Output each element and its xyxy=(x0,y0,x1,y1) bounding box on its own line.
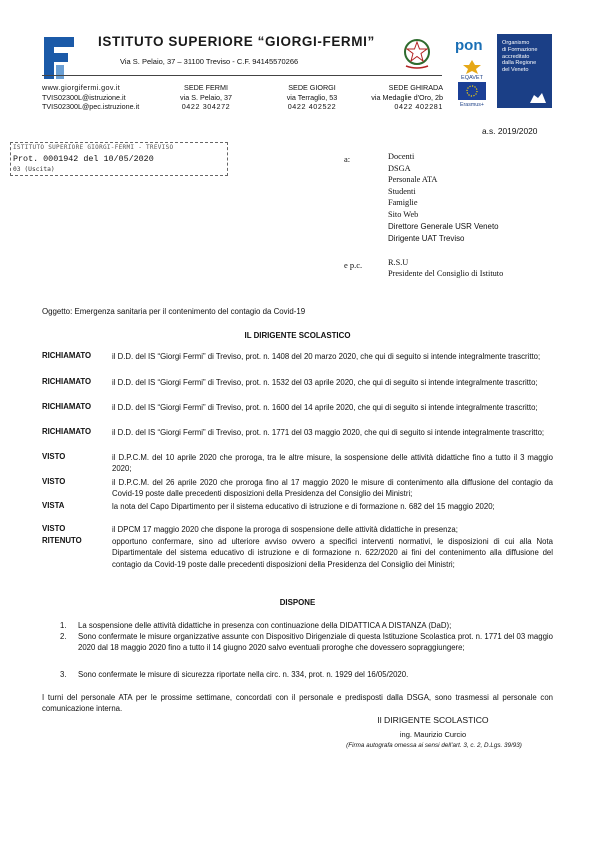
sede-name: SEDE GHIRADA xyxy=(388,83,443,92)
recipient-item: Studenti xyxy=(388,187,416,196)
stamp-institution: ISTITUTO SUPERIORE GIORGI-FERMI - TREVISO xyxy=(13,144,174,151)
veneto-line: Organismo xyxy=(502,40,530,46)
pec-link[interactable]: TVIS02300L@pec.istruzione.it xyxy=(42,102,140,111)
dispone-text: La sospensione delle attività didattiche in presenza con continuazione della DIDATTICA A DISTANZA (DaD); xyxy=(78,621,452,630)
erasmus-logo xyxy=(456,82,488,107)
dispone-number: 2. xyxy=(60,632,67,641)
recipient-item: Famiglie xyxy=(388,198,418,207)
closing-paragraph: I turni del personale ATA per le prossime settimane, concordati con il personale e predisposti dalla DSGA, sono trasmessi al personale con comunicazione interna. xyxy=(42,693,553,714)
cc-item: Presidente del Consiglio di Istituto xyxy=(388,269,504,278)
veneto-badge-text xyxy=(502,40,537,74)
veneto-line: dalla Regione xyxy=(502,60,537,67)
sede-ghirada xyxy=(357,83,443,112)
sede-phone: 0422 304272 xyxy=(181,102,231,111)
eqavet-logo xyxy=(452,58,492,80)
sede-street: via Terraglio, 53 xyxy=(286,92,338,102)
recipients-label: a: xyxy=(344,154,351,164)
eu-flag-icon xyxy=(456,82,488,107)
email-link[interactable]: TVIS02300L@istruzione.it xyxy=(42,93,126,102)
header-divider xyxy=(42,75,442,76)
eqavet-logo-text: EQAVET xyxy=(461,75,483,80)
premise-keyword: RICHIAMATO xyxy=(42,427,92,436)
sede-phone: 0422 402281 xyxy=(394,102,443,111)
veneto-line: accreditato xyxy=(502,53,530,60)
dispone-item xyxy=(60,669,553,681)
recipient-item: Docenti xyxy=(388,152,415,161)
signature-note: (Firma autografa omessa ai sensi dell’art. 3, c. 2, D.Lgs. 39/93) xyxy=(346,742,522,749)
premise-text: opportuno confermare, sino ad ulteriore avviso ovvero a specifici interventi normativi, le disposizioni di cui alla Nota Dipartimentale del sistema educativo di istruzione e di formazione n. 622/2020 ai fini del contenimento alla diffusione del contagio da Covid-19 poste dalle precedenti disposizioni della Presidenza del Consiglio dei Ministri; xyxy=(112,537,553,569)
stamp-protocol-number: Prot. 0001942 del 10/05/2020 xyxy=(13,154,154,164)
signature-role: Il DIRIGENTE SCOLASTICO xyxy=(377,715,489,725)
sede-name: SEDE GIORGI xyxy=(288,83,336,92)
veneto-line: di Formazione xyxy=(502,46,538,53)
dispone-item xyxy=(60,631,553,667)
recipient-item: Dirigente UAT Treviso xyxy=(388,234,465,243)
school-address: Via S. Pelaio, 37 – 31100 Treviso - C.F. 94145570266 xyxy=(120,57,299,66)
premise-keyword: VISTO xyxy=(42,524,66,533)
premise-keyword: RICHIAMATO xyxy=(42,377,92,386)
sede-giorgi xyxy=(272,83,352,112)
sede-phone: 0422 402522 xyxy=(287,102,337,111)
premise-text: il D.P.C.M. del 10 aprile 2020 che proroga, tra le altre misure, la sospensione delle attività didattiche fino a tutto il 3 maggio 2020; xyxy=(112,453,553,474)
sede-street: via Medaglie d'Oro, 2b xyxy=(371,92,443,102)
subject-line: Oggetto: Emergenza sanitaria per il contenimento del contagio da Covid-19 xyxy=(42,307,306,316)
republic-emblem-icon xyxy=(402,36,432,70)
premise-text: il D.D. del IS “Giorgi Fermi” di Treviso, prot. n. 1408 del 20 marzo 2020, che qui di seguito si intende integralmente trascritto; xyxy=(112,352,541,361)
recipient-item: Sito Web xyxy=(388,210,419,219)
dispone-title: DISPONE xyxy=(279,598,316,607)
school-year: a.s. 2019/2020 xyxy=(482,126,538,136)
school-name: ISTITUTO SUPERIORE “GIORGI-FERMI” xyxy=(98,34,375,49)
recipient-item: Personale ATA xyxy=(388,175,438,184)
stamp-direction: 03 (Uscita) xyxy=(13,166,55,173)
pon-logo-text: pon xyxy=(455,37,483,54)
erasmus-logo-text: Erasmus+ xyxy=(460,102,484,107)
website-link[interactable]: www.giorgifermi.gov.it xyxy=(42,83,121,92)
eqavet-logo-icon xyxy=(452,58,492,80)
premise-keyword: RITENUTO xyxy=(42,536,82,545)
recipient-item: DSGA xyxy=(388,164,411,173)
winged-lion-icon xyxy=(529,92,547,104)
dispone-text: Sono confermate le misure organizzative assunte con Dispositivo Dirigenziale di questa Istituzione Scolastica prot. n. 1771 del 03 maggio 2020 dal 18 maggio 2020 fino a tutto il 14 giugno 2020 salvo eventuali proroghe che dovessero sopraggiungere; xyxy=(78,632,553,653)
dispone-number: 1. xyxy=(60,621,67,630)
sede-fermi xyxy=(168,83,244,112)
decree-title: IL DIRIGENTE SCOLASTICO xyxy=(244,331,351,340)
cc-item: R.S.U xyxy=(388,258,409,267)
premise-text: il D.D. del IS “Giorgi Fermi” di Treviso, prot. n. 1771 del 03 maggio 2020, che qui di seguito si intende integralmente trascritto; xyxy=(112,428,545,437)
pon-logo xyxy=(453,34,493,56)
dispone-text: Sono confermate le misure di sicurezza riportate nella circ. n. 334, prot. n. 1929 del 16/05/2020. xyxy=(78,670,409,679)
recipient-item: Direttore Generale USR Veneto xyxy=(388,222,499,231)
dispone-number: 3. xyxy=(60,670,67,679)
premise-text: il DPCM 17 maggio 2020 che dispone la proroga di sospensione delle attività didattiche in presenza; xyxy=(112,525,458,534)
sede-street: via S. Pelaio, 37 xyxy=(180,92,232,102)
signature-name: ing. Maurizio Curcio xyxy=(399,730,467,739)
premise-keyword: VISTA xyxy=(42,501,65,510)
premise-text: il D.D. del IS “Giorgi Fermi” di Treviso, prot. n. 1600 del 14 aprile 2020, che qui di seguito si intende integralmente trascritto; xyxy=(112,403,538,412)
premise-keyword: RICHIAMATO xyxy=(42,351,92,360)
premise-keyword: VISTO xyxy=(42,477,66,486)
cc-label: e p.c. xyxy=(344,260,363,270)
sede-name: SEDE FERMI xyxy=(184,83,228,92)
premise-text: il D.P.C.M. del 26 aprile 2020 che proroga fino al 17 maggio 2020 le misure di contenimento alla diffusione del contagio da Covid-19 poste dalle precedenti disposizioni della Presidenza del Consiglio dei Ministri; xyxy=(112,478,553,499)
premise-text: il D.D. del IS “Giorgi Fermi” di Treviso, prot. n. 1532 del 03 aprile 2020, che qui di seguito si intende integralmente trascritto; xyxy=(112,378,538,387)
premise-keyword: VISTO xyxy=(42,452,66,461)
premise-keyword: RICHIAMATO xyxy=(42,402,92,411)
veneto-accreditation-badge xyxy=(497,34,552,108)
pon-logo-icon xyxy=(453,34,493,56)
premise-text: la nota del Capo Dipartimento per il sistema educativo di istruzione e di formazione n. 682 del 15 maggio 2020; xyxy=(112,502,495,511)
veneto-line: del Veneto xyxy=(502,67,529,74)
